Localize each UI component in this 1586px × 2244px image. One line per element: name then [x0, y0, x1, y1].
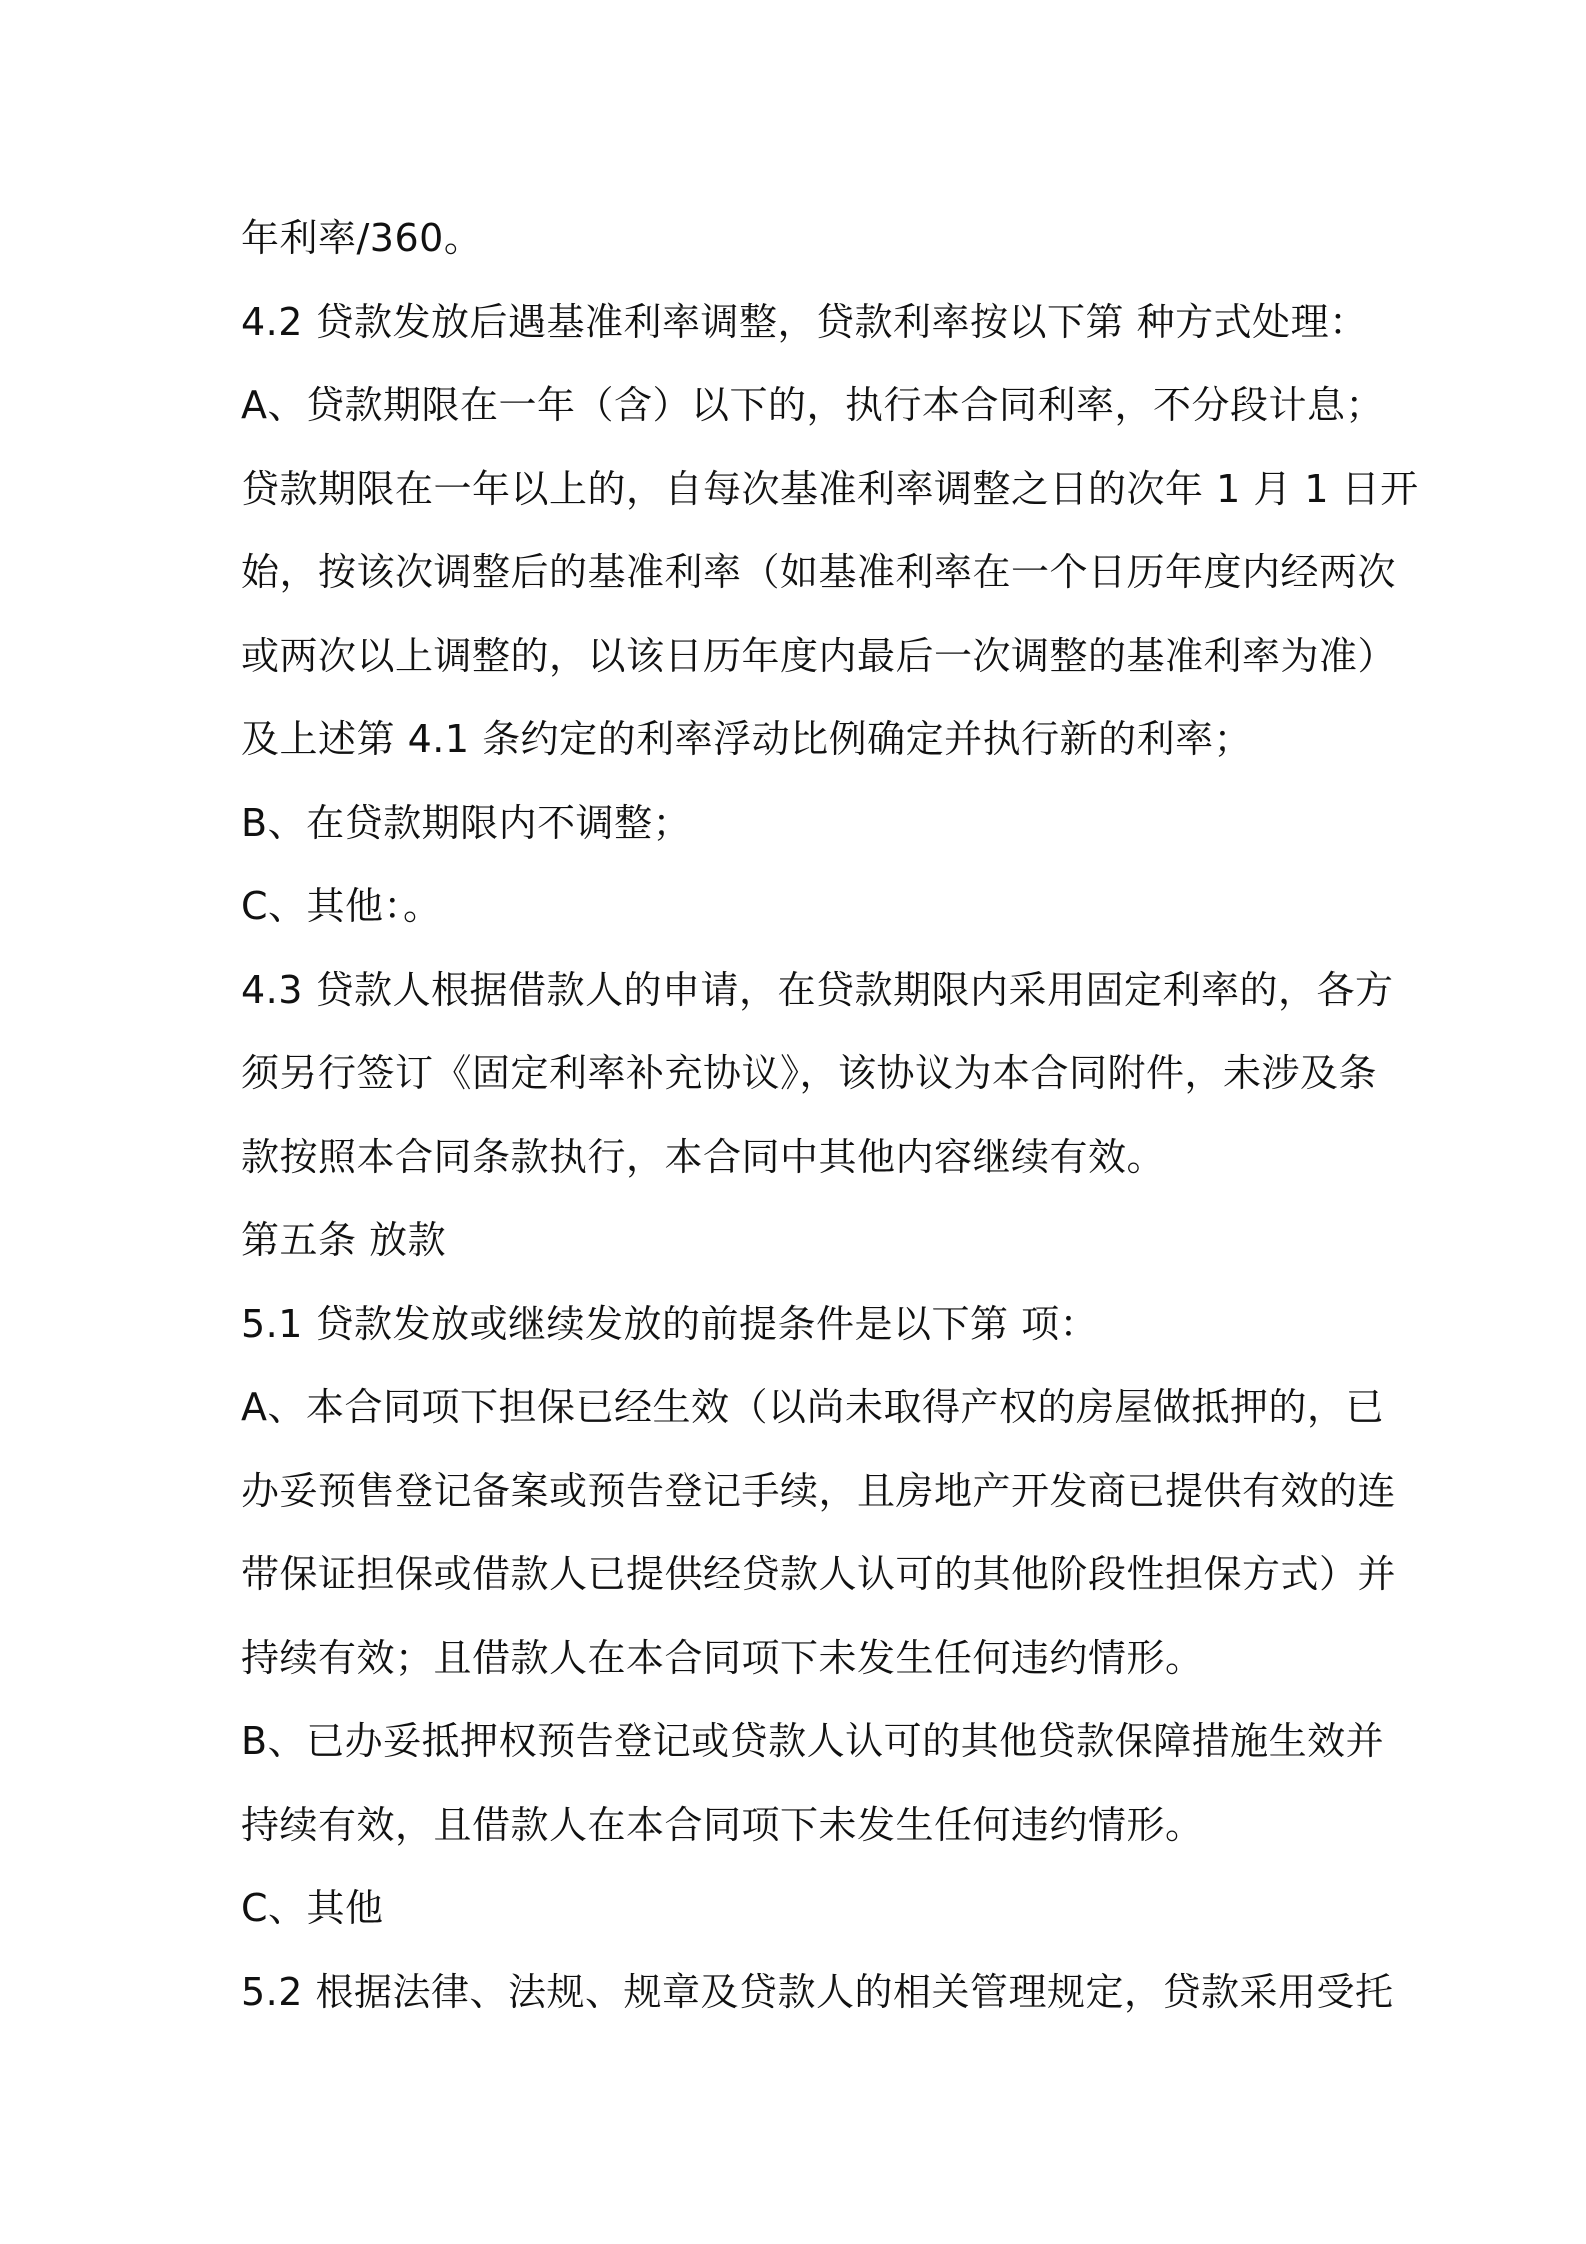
document-body — [241, 197, 1419, 2034]
clause-4-2: 4.2 贷款发放后遇基准利率调整，贷款利率按以下第 种方式处理： — [241, 299, 1368, 344]
clause-5-1: 5.1 贷款发放或继续发放的前提条件是以下第 项： — [241, 1301, 1099, 1346]
text-line: 持续有效；且借款人在本合同项下未发生任何违约情形。 — [241, 1635, 1204, 1680]
text-line: 带保证担保或借款人已提供经贷款人认可的其他阶段性担保方式）并 — [241, 1552, 1397, 1596]
text-line: A、本合同项下担保已经生效（以尚未取得产权的房屋做抵押的，已 — [241, 1385, 1384, 1429]
text-line: 办妥预售登记备案或预告登记手续，且房地产开发商已提供有效的连 — [241, 1468, 1397, 1513]
text-line: 年利率/360。 — [241, 216, 483, 260]
text-line: 贷款期限在一年以上的，自每次基准利率调整之日的次年 1 月 1 日开 — [241, 466, 1419, 511]
article-5-heading: 第五条 放款 — [241, 1218, 447, 1262]
text-line: 须另行签订《固定利率补充协议》，该协议为本合同附件，未涉及条 — [241, 1051, 1378, 1095]
text-line: C、其他 — [241, 1886, 384, 1930]
text-line: 持续有效，且借款人在本合同项下未发生任何违约情形。 — [241, 1802, 1204, 1847]
text-line: 及上述第 4.1 条约定的利率浮动比例确定并执行新的利率； — [241, 717, 1253, 761]
text-line: 始，按该次调整后的基准利率（如基准利率在一个日历年度内经两次 — [241, 550, 1397, 594]
text-line: B、在贷款期限内不调整； — [241, 800, 692, 845]
text-line: A、贷款期限在一年（含）以下的，执行本合同利率，不分段计息； — [241, 383, 1384, 427]
clause-4-3: 4.3 贷款人根据借款人的申请，在贷款期限内采用固定利率的，各方 — [241, 967, 1394, 1012]
text-line: 或两次以上调整的，以该日历年度内最后一次调整的基准利率为准） — [241, 633, 1397, 678]
text-line: 款按照本合同条款执行，本合同中其他内容继续有效。 — [241, 1134, 1166, 1179]
text-line: B、已办妥抵押权预告登记或贷款人认可的其他贷款保障措施生效并 — [241, 1719, 1385, 1763]
text-line: C、其他：。 — [241, 884, 442, 928]
clause-5-2: 5.2 根据法律、法规、规章及贷款人的相关管理规定，贷款采用受托 — [241, 1969, 1394, 2014]
